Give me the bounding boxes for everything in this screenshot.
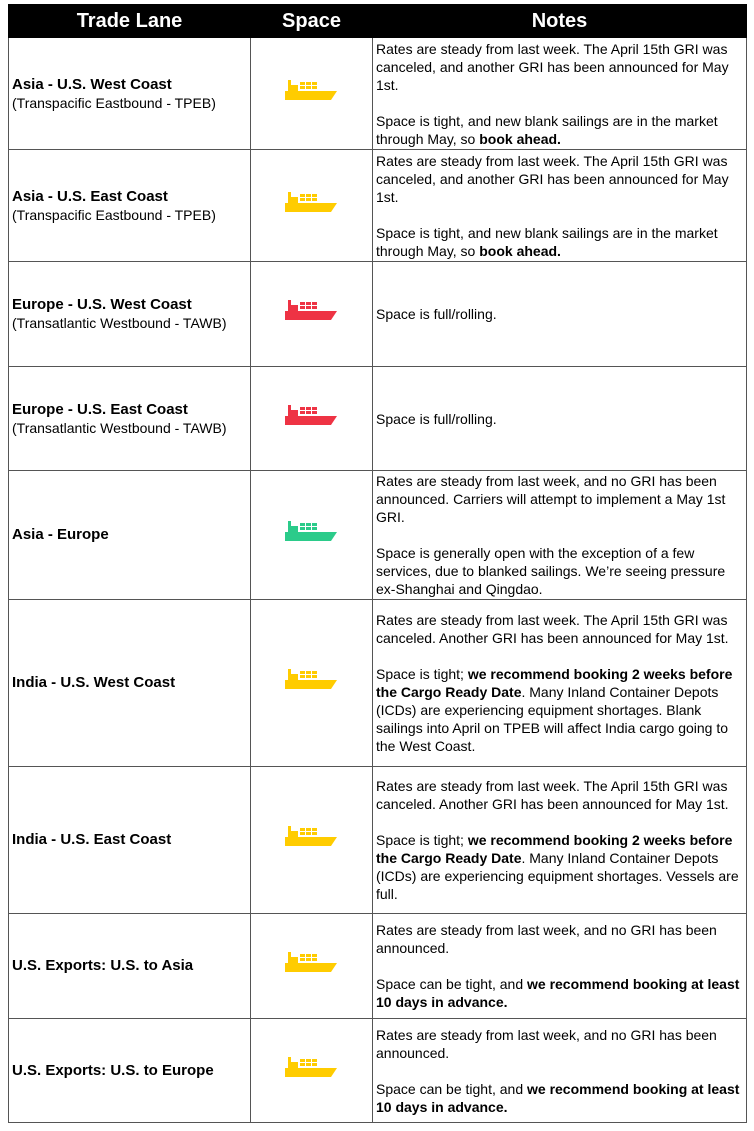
space-cell — [251, 367, 373, 471]
space-cell — [251, 262, 373, 367]
ship-icon-yellow — [284, 680, 340, 696]
note-paragraph — [376, 777, 744, 813]
note-text: Rates are steady from last week. The April 15th GRI was canceled, and another GRI has been announced for May 1st. — [376, 40, 729, 93]
notes-cell — [373, 150, 747, 262]
notes-cell — [373, 38, 747, 150]
header-space: Space — [251, 5, 373, 38]
trade-lane-subtitle: (Transpacific Eastbound - TPEB) — [12, 206, 216, 223]
table-row — [9, 262, 747, 367]
space-cell — [251, 471, 373, 600]
note-text: . Many Inland Container Depots (ICDs) are experiencing equipment shortages. Vessels are full. — [376, 850, 739, 902]
note-emphasis: book ahead. — [479, 242, 561, 259]
trade-lane-name: Asia - U.S. West Coast — [12, 75, 172, 93]
note-text: Rates are steady from last week, and no GRI has been announced. — [376, 1026, 717, 1061]
notes-cell — [373, 914, 747, 1019]
note-paragraph — [376, 544, 744, 598]
header-notes: Notes — [373, 5, 747, 38]
trade-lane-name: Asia - U.S. East Coast — [12, 187, 168, 205]
note-paragraph — [376, 831, 744, 903]
trade-lane-cell — [9, 38, 251, 150]
note-emphasis: book ahead. — [479, 130, 561, 147]
trade-lane-cell — [9, 262, 251, 367]
space-cell — [251, 1019, 373, 1123]
note-paragraph — [376, 40, 744, 94]
note-text: Space is generally open with the exception of a few services, due to blanked sailings. We’re seeing pressure ex-Shanghai and Qingdao. — [376, 545, 726, 597]
note-paragraph — [376, 921, 744, 957]
note-text: Space is full/rolling. — [376, 306, 497, 322]
ship-icon-red — [284, 416, 340, 432]
ship-icon-yellow — [284, 963, 340, 979]
note-text: Rates are steady from last week. The April 15th GRI was canceled. Another GRI has been announced for May 1st. — [376, 612, 729, 646]
trade-lane-name: Asia - Europe — [12, 526, 109, 543]
note-paragraph — [376, 410, 744, 428]
header-row — [9, 5, 747, 38]
note-paragraph — [376, 152, 744, 206]
notes-cell — [373, 471, 747, 600]
note-paragraph — [376, 112, 744, 148]
notes-cell — [373, 600, 747, 767]
table-row — [9, 471, 747, 600]
note-paragraph — [376, 224, 744, 260]
notes-cell — [373, 367, 747, 471]
ship-icon-green — [284, 532, 340, 548]
table-row — [9, 767, 747, 914]
note-text: Space is full/rolling. — [376, 410, 497, 427]
trade-lane-name: U.S. Exports: U.S. to Asia — [12, 957, 194, 974]
notes-cell — [373, 1019, 747, 1123]
trade-lane-subtitle: (Transpacific Eastbound - TPEB) — [12, 94, 216, 111]
table-row — [9, 367, 747, 471]
note-text: Space can be tight, and — [376, 1080, 527, 1097]
ship-icon-yellow — [284, 91, 340, 107]
note-paragraph — [376, 472, 744, 526]
note-text: . Many Inland Container Depots (ICDs) are experiencing equipment shortages. Blank sailings into April on TPEB will affect India cargo going to the West Coast. — [376, 684, 729, 754]
note-text: Space is tight; — [376, 666, 468, 682]
table-row — [9, 600, 747, 767]
trade-lane-name: India - U.S. West Coast — [12, 674, 176, 691]
notes-cell — [373, 767, 747, 914]
note-text: Space can be tight, and — [376, 976, 527, 992]
space-cell — [251, 767, 373, 914]
space-cell — [251, 914, 373, 1019]
space-cell — [251, 600, 373, 767]
note-emphasis: we recommend booking 2 weeks before the Cargo Ready Date — [376, 666, 733, 700]
trade-lane-cell — [9, 600, 251, 767]
note-paragraph — [376, 305, 744, 323]
ship-icon-red — [284, 311, 340, 327]
table-row — [9, 150, 747, 262]
note-text: Space is tight, and new blank sailings are in the market through May, so — [376, 224, 718, 259]
note-emphasis: we recommend booking at least 10 days in advance. — [376, 976, 740, 1010]
trade-lane-cell — [9, 1019, 251, 1123]
note-paragraph — [376, 611, 744, 647]
note-text: Rates are steady from last week, and no GRI has been announced. — [376, 922, 717, 956]
trade-lane-name: U.S. Exports: U.S. to Europe — [12, 1061, 214, 1079]
table-row — [9, 38, 747, 150]
trade-lane-cell — [9, 914, 251, 1019]
header-trade-lane: Trade Lane — [9, 5, 251, 38]
space-cell — [251, 38, 373, 150]
trade-lane-table — [8, 4, 747, 1123]
trade-lane-subtitle: (Transatlantic Westbound - TAWB) — [12, 419, 227, 436]
note-text: Space is tight, and new blank sailings are in the market through May, so — [376, 112, 718, 147]
ship-icon-yellow — [284, 203, 340, 219]
trade-lane-cell — [9, 471, 251, 600]
trade-lane-cell — [9, 767, 251, 914]
note-text: Rates are steady from last week. The April 15th GRI was canceled, and another GRI has been announced for May 1st. — [376, 152, 729, 205]
trade-lane-name: Europe - U.S. East Coast — [12, 400, 188, 418]
ship-icon-yellow — [284, 1068, 340, 1084]
trade-lane-subtitle: (Transatlantic Westbound - TAWB) — [12, 315, 227, 331]
trade-lane-cell — [9, 367, 251, 471]
table-row — [9, 914, 747, 1019]
note-paragraph — [376, 1026, 744, 1062]
ship-icon-yellow — [284, 837, 340, 853]
table-row — [9, 1019, 747, 1123]
note-emphasis: we recommend booking 2 weeks before the Cargo Ready Date — [376, 832, 733, 866]
note-text: Rates are steady from last week, and no GRI has been announced. Carriers will attempt to implement a May 1st GRI. — [376, 473, 726, 525]
trade-lane-name: India - U.S. East Coast — [12, 831, 172, 848]
note-paragraph — [376, 665, 744, 755]
note-emphasis: we recommend booking at least 10 days in advance. — [376, 1080, 740, 1115]
note-text: Space is tight; — [376, 832, 468, 848]
space-cell — [251, 150, 373, 262]
note-paragraph — [376, 975, 744, 1011]
note-text: Rates are steady from last week. The April 15th GRI was canceled. Another GRI has been announced for May 1st. — [376, 778, 729, 812]
trade-lane-name: Europe - U.S. West Coast — [12, 296, 192, 313]
note-paragraph — [376, 1080, 744, 1116]
trade-lane-cell — [9, 150, 251, 262]
notes-cell — [373, 262, 747, 367]
